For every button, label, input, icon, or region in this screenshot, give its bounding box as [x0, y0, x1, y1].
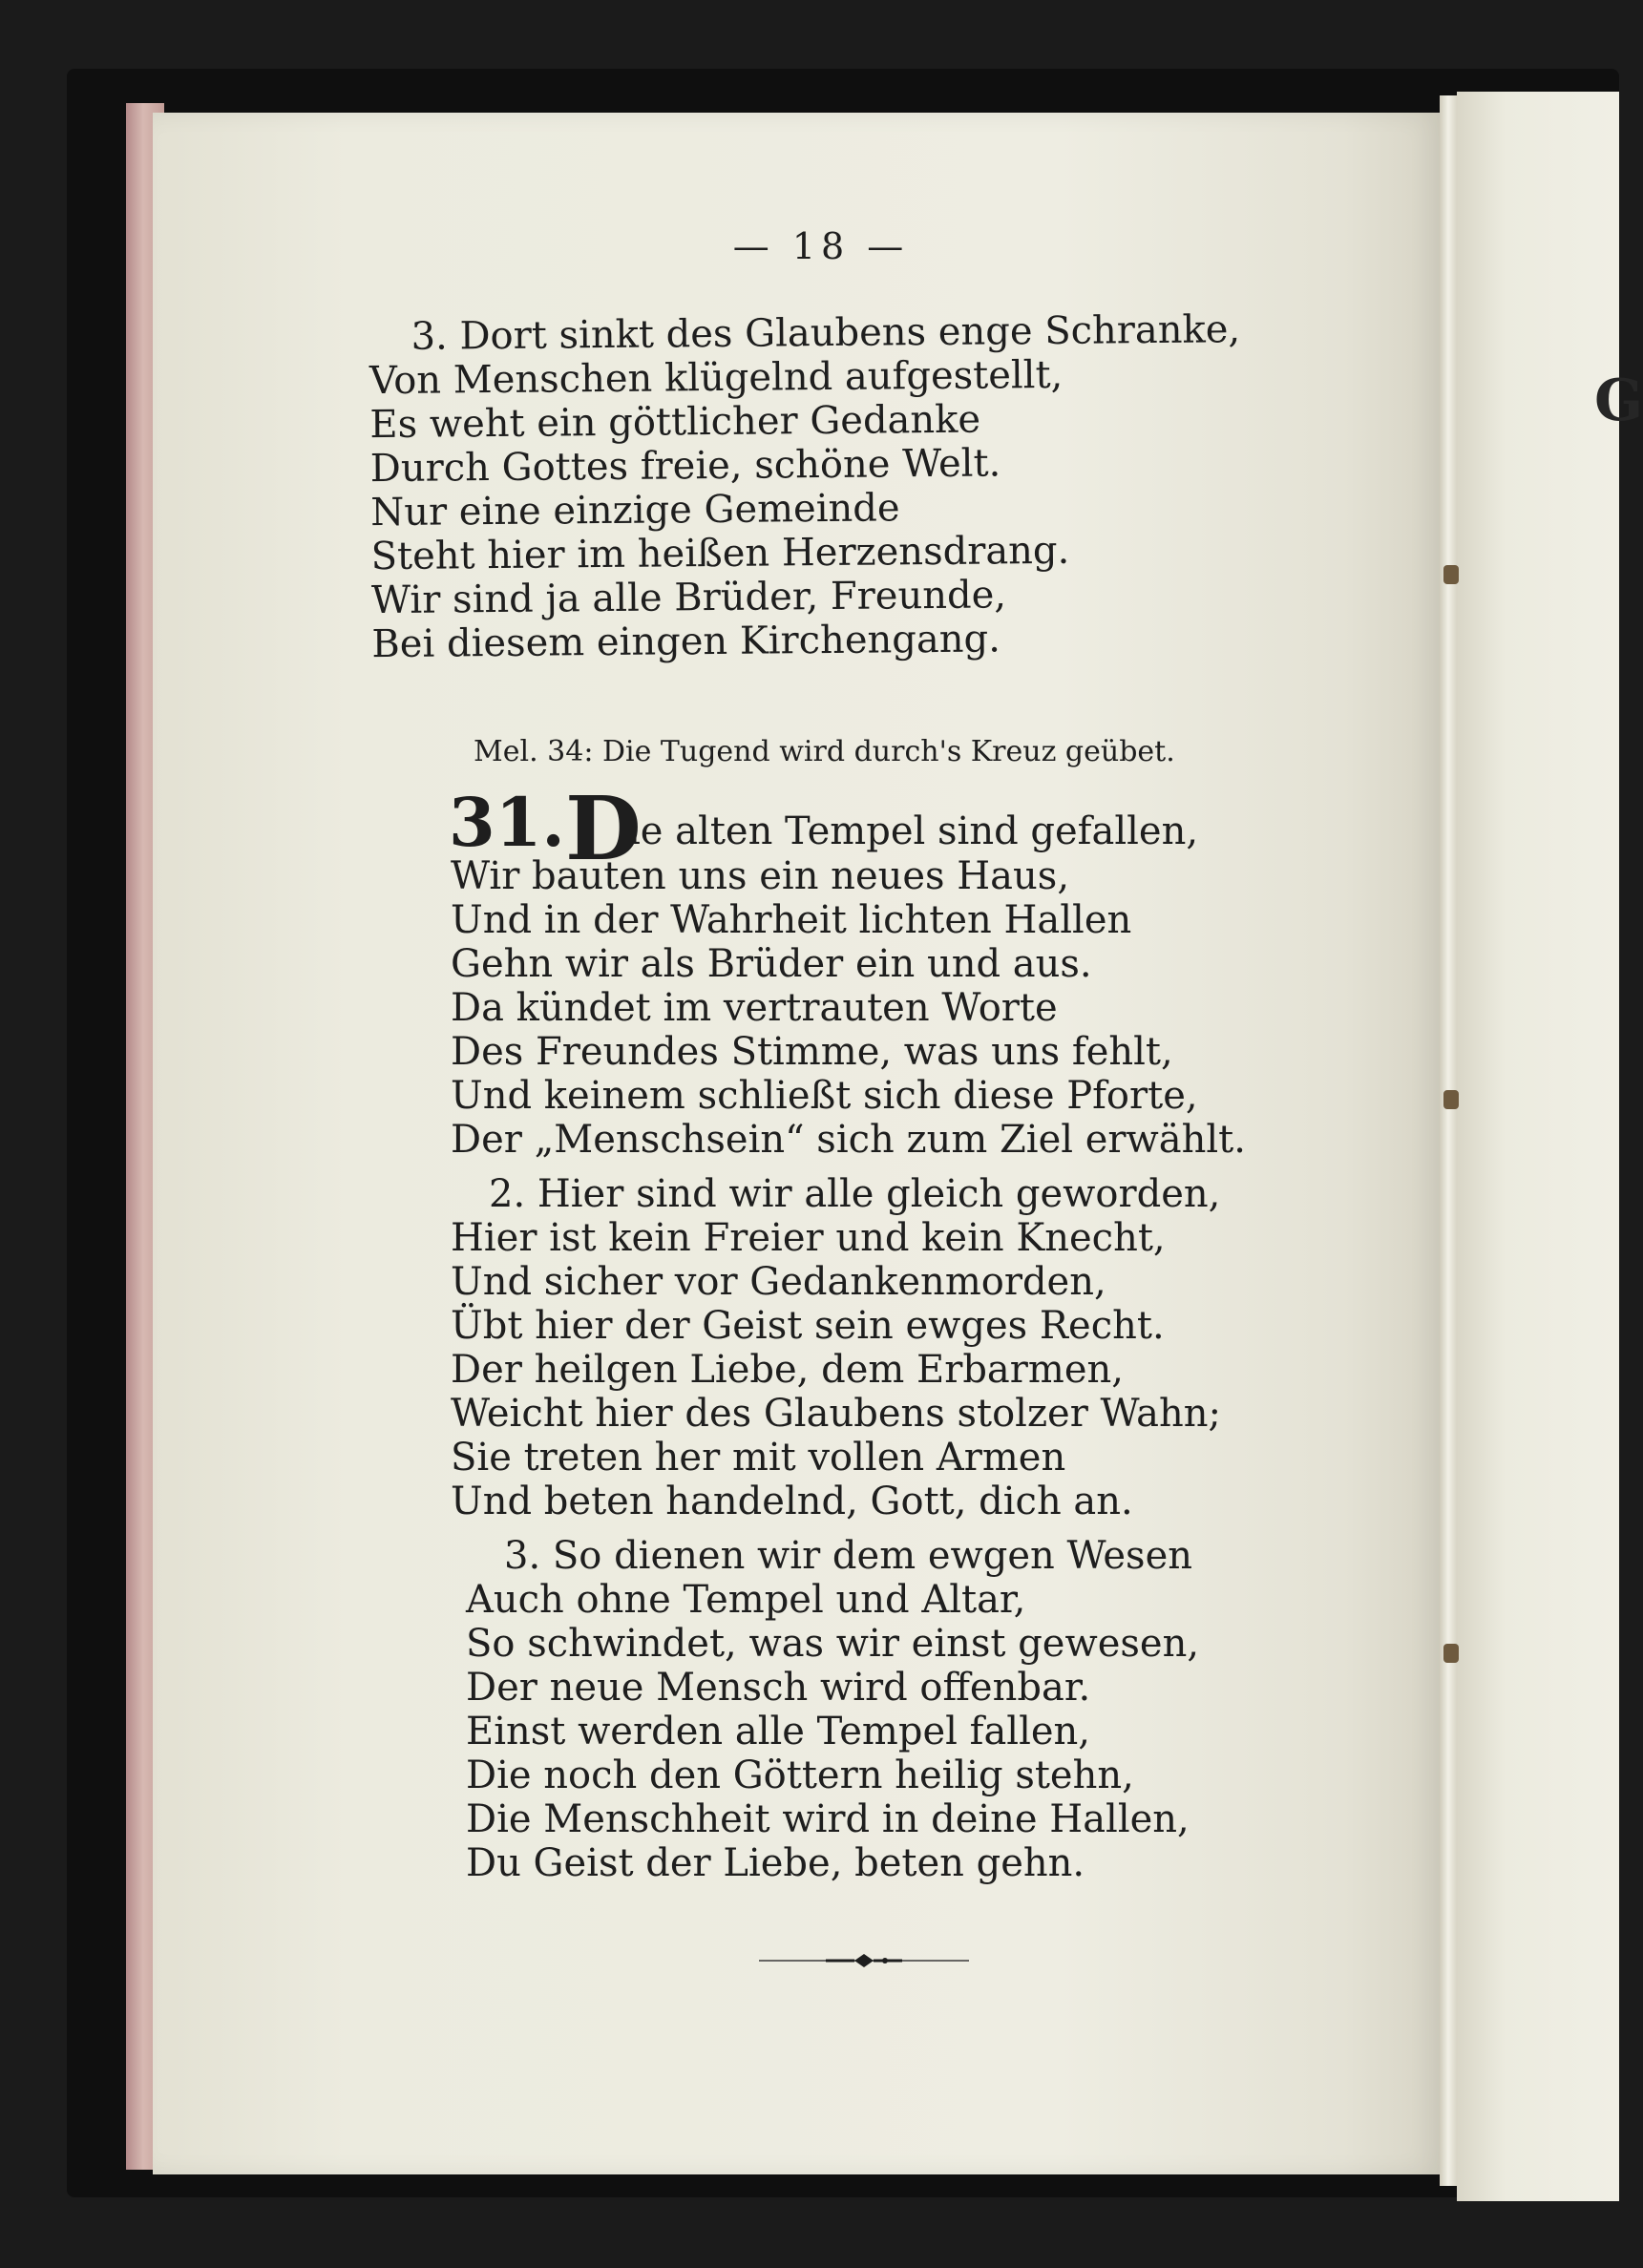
verse-line: So schwindet, was wir einst gewesen, — [466, 1622, 1200, 1666]
verse-line: Es weht ein göttlicher Gedanke — [369, 397, 981, 448]
verse-line: 3. Dort sinkt des Glaubens enge Schranke, — [411, 307, 1241, 359]
verse-line: Der „Menschsein“ sich zum Ziel erwählt. — [451, 1118, 1246, 1162]
ornament-divider-icon — [759, 1949, 969, 1972]
drop-cap: D — [565, 777, 642, 880]
verse-line: Du Geist der Liebe, beten gehn. — [466, 1841, 1085, 1885]
verse-line: Und in der Wahrheit lichten Hallen — [451, 898, 1132, 942]
hymn-number: 31. — [449, 783, 565, 862]
verse-line: ie alten Tempel sind gefallen, — [628, 809, 1199, 853]
verse-line: Gehn wir als Brüder ein und aus. — [451, 942, 1092, 986]
hymn-stanza-1 — [451, 854, 1246, 1162]
verse-line: Weicht hier des Glaubens stolzer Wahn; — [451, 1392, 1222, 1436]
page-number: — 18 — — [732, 225, 910, 267]
verse-line: Und sicher vor Gedankenmorden, — [451, 1260, 1106, 1304]
verse-line: Die Menschheit wird in deine Hallen, — [466, 1797, 1190, 1841]
verse-line: Der neue Mensch wird offenbar. — [466, 1666, 1091, 1710]
verse-line: Einst werden alle Tempel fallen, — [466, 1710, 1091, 1754]
verse-line: Wir bauten uns ein neues Haus, — [451, 854, 1070, 898]
previous-stanza — [369, 307, 1243, 667]
verse-line: 2. Hier sind wir alle gleich geworden, — [489, 1172, 1221, 1216]
verse-line: Steht hier im heißen Herzensdrang. — [370, 528, 1070, 579]
verse-line: Von Menschen klügelnd aufgestellt, — [369, 352, 1064, 404]
verse-line: Wir sind ja alle Brüder, Freunde, — [370, 573, 1007, 623]
verse-line: Nur eine einzige Gemeinde — [370, 486, 900, 536]
melody-reference: Mel. 34: Die Tugend wird durch's Kreuz geübet. — [474, 735, 1175, 768]
hymn-stanza-2 — [451, 1172, 1221, 1523]
verse-line: Übt hier der Geist sein ewges Recht. — [451, 1304, 1165, 1348]
verse-line: Und keinem schließt sich diese Pforte, — [451, 1074, 1198, 1118]
verse-line: Durch Gottes freie, schöne Welt. — [369, 441, 1001, 492]
verse-line: Des Freundes Stimme, was uns fehlt, — [451, 1030, 1173, 1074]
verse-line: 3. So dienen wir dem ewgen Wesen — [504, 1534, 1192, 1578]
verse-line: Und beten handelnd, Gott, dich an. — [451, 1480, 1133, 1523]
verse-line: Bei diesem eingen Kirchengang. — [371, 617, 1001, 667]
verse-line: Die noch den Göttern heilig stehn, — [466, 1754, 1134, 1797]
verse-line: Sie treten her mit vollen Armen — [451, 1436, 1066, 1480]
verse-line: Da kündet im vertrauten Worte — [451, 986, 1058, 1030]
right-page-letter: G — [1594, 368, 1643, 434]
verse-line: Der heilgen Liebe, dem Erbarmen, — [451, 1348, 1124, 1392]
verse-line: Hier ist kein Freier und kein Knecht, — [451, 1216, 1166, 1260]
hymn-stanza-3 — [466, 1534, 1199, 1885]
verse-line: Auch ohne Tempel und Altar, — [466, 1578, 1026, 1622]
